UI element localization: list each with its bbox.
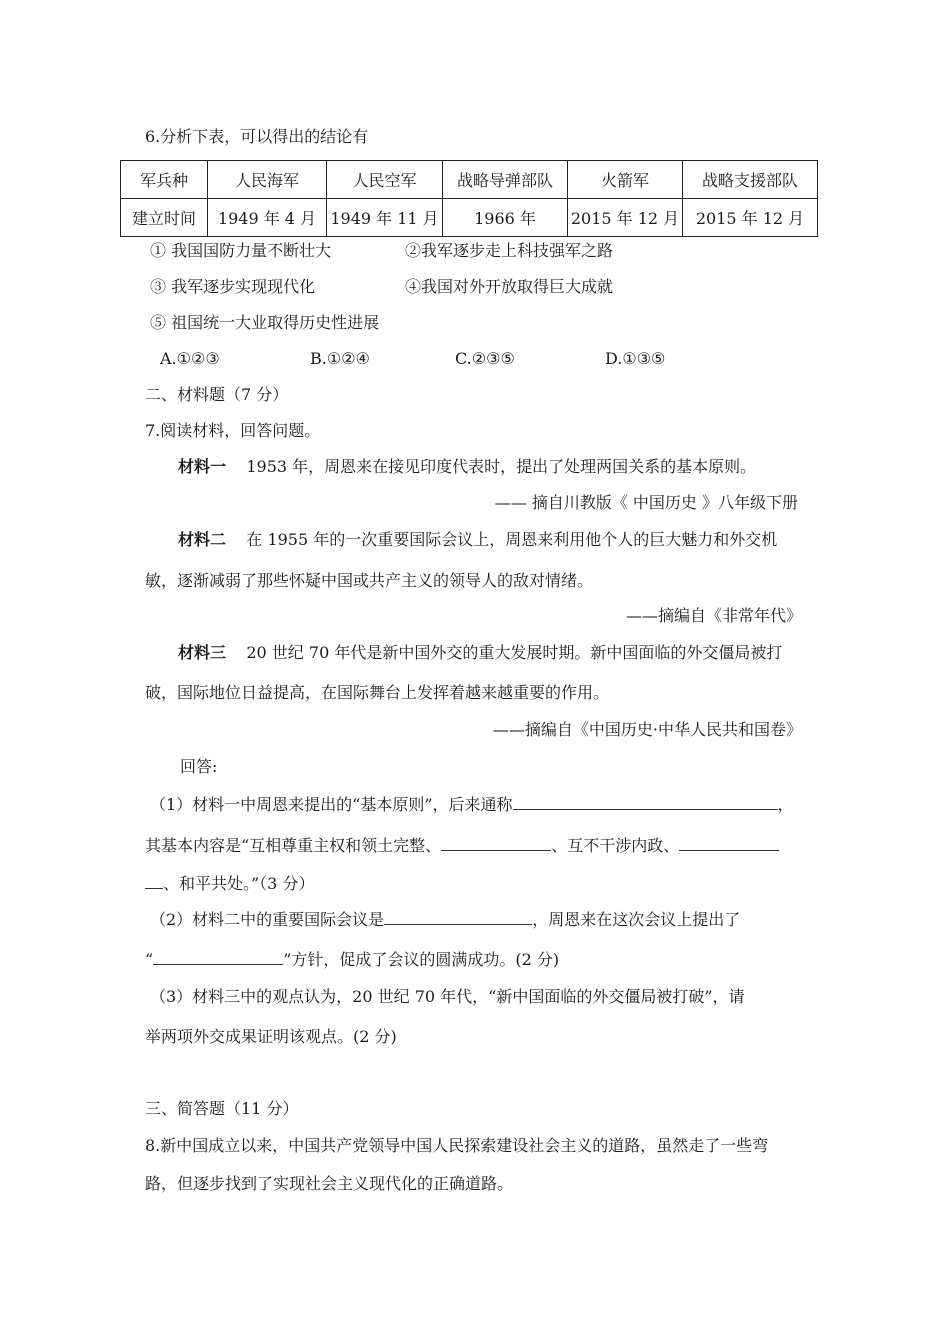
q6-option-d: D.①③⑤ (605, 349, 666, 368)
table-cell: 2015 年 12 月 (568, 199, 683, 237)
table-cell: 战略导弹部队 (443, 161, 568, 199)
answer-blank[interactable] (384, 908, 532, 925)
q6-statement: ②我军逐步走上科技强军之路 (405, 241, 614, 260)
section3-title: 三、简答题（11 分） (145, 1099, 299, 1118)
q6-stem: 6.分析下表，可以得出的结论有 (145, 127, 369, 146)
table-cell: 人民空军 (327, 161, 443, 199)
material1-line (178, 456, 756, 478)
sub1-line1 (150, 793, 794, 816)
sub3-line2: 举两项外交成果证明该观点。(2 分) (145, 1027, 397, 1046)
material1-text: 1953 年，周恩来在接见印度代表时，提出了处理两国关系的基本原则。 (246, 457, 757, 476)
sub2-line1 (150, 908, 740, 931)
q8-line2: 路，但逐步找到了实现社会主义现代化的正确道路。 (145, 1174, 514, 1193)
table-cell: 1949 年 4 月 (208, 199, 327, 237)
material2-label: 材料二 (178, 530, 227, 549)
sub1-part1: （1）材料一中周恩来提出的“基本原则”，后来通称 (150, 795, 513, 814)
sub1-part2: 其基本内容是“互相尊重主权和领土完整、 (145, 836, 442, 855)
answer-blank[interactable] (679, 834, 779, 851)
sub2-part3-close: ”方针，促成了会议的圆满成功。(2 分) (283, 950, 560, 969)
material3-text-1: 20 世纪 70 年代是新中国外交的重大发展时期。新中国面临的外交僵局被打 (246, 643, 783, 662)
q6-statement: ③ 我军逐步实现现代化 (150, 277, 316, 296)
q6-statement: ⑤ 祖国统一大业取得历史性进展 (150, 313, 380, 332)
table-cell: 战略支援部队 (683, 161, 818, 199)
q6-option-c: C.②③⑤ (455, 349, 515, 368)
sub1-line3 (145, 872, 314, 895)
sub1-part1-end: ， (777, 795, 794, 814)
q8-line1: 8.新中国成立以来，中国共产党领导中国人民探索建设社会主义的道路，虽然走了一些弯 (145, 1136, 769, 1155)
material2-text-1: 在 1955 年的一次重要国际会议上，周恩来利用他个人的巨大魅力和外交机 (246, 530, 778, 549)
table-cell: 人民海军 (208, 161, 327, 199)
table-cell: 军兵种 (121, 161, 208, 199)
sub1-line2 (145, 834, 779, 857)
q7-stem: 7.阅读材料，回答问题。 (145, 421, 321, 440)
sub1-part3: 、互不干涉内政、 (551, 836, 680, 855)
answer-label: 回答: (180, 757, 218, 776)
table-cell: 建立时间 (121, 199, 208, 237)
sub2-part3-open: “ (145, 950, 154, 969)
material3-label: 材料三 (178, 643, 227, 662)
q6-option-a: A.①②③ (160, 349, 220, 368)
answer-blank[interactable] (153, 948, 283, 965)
q6-option-b: B.①②④ (310, 349, 370, 368)
material2-source: ——摘编自《非常年代》 (625, 606, 802, 625)
sub2-line2 (145, 948, 559, 971)
table-cell: 1949 年 11 月 (327, 199, 443, 237)
table-cell: 2015 年 12 月 (683, 199, 818, 237)
q6-statement: ① 我国国防力量不断壮大 (150, 241, 332, 260)
q6-statement: ④我国对外开放取得巨大成就 (405, 277, 614, 296)
material3-source: ——摘编自《中国历史·中华人民共和国卷》 (492, 720, 802, 739)
sub1-part4: 、和平共处。”（3 分） (163, 874, 315, 893)
answer-blank[interactable] (145, 872, 163, 889)
answer-blank[interactable] (441, 834, 551, 851)
military-units-table (120, 160, 818, 237)
material1-label: 材料一 (178, 457, 227, 476)
sub3-line1: （3）材料三中的观点认为，20 世纪 70 年代，“新中国面临的外交僵局被打破”，请 (150, 987, 745, 1006)
table-cell: 火箭军 (568, 161, 683, 199)
sub2-part2: ，周恩来在这次会议上提出了 (532, 910, 741, 929)
material1-source: —— 摘自川教版《 中国历史 》八年级下册 (494, 493, 798, 512)
material3-text-2: 破，国际地位日益提高，在国际舞台上发挥着越来越重要的作用。 (145, 683, 610, 702)
answer-blank[interactable] (513, 793, 778, 810)
material3-line1 (178, 642, 782, 664)
section2-title: 二、材料题（7 分） (145, 385, 289, 404)
sub2-part1: （2）材料二中的重要国际会议是 (150, 910, 385, 929)
material2-line1 (178, 529, 777, 551)
table-header-row (121, 161, 818, 199)
material2-text-2: 敏，逐渐减弱了那些怀疑中国或共产主义的领导人的敌对情绪。 (145, 571, 594, 590)
table-cell: 1966 年 (443, 199, 568, 237)
table-row (121, 199, 818, 237)
